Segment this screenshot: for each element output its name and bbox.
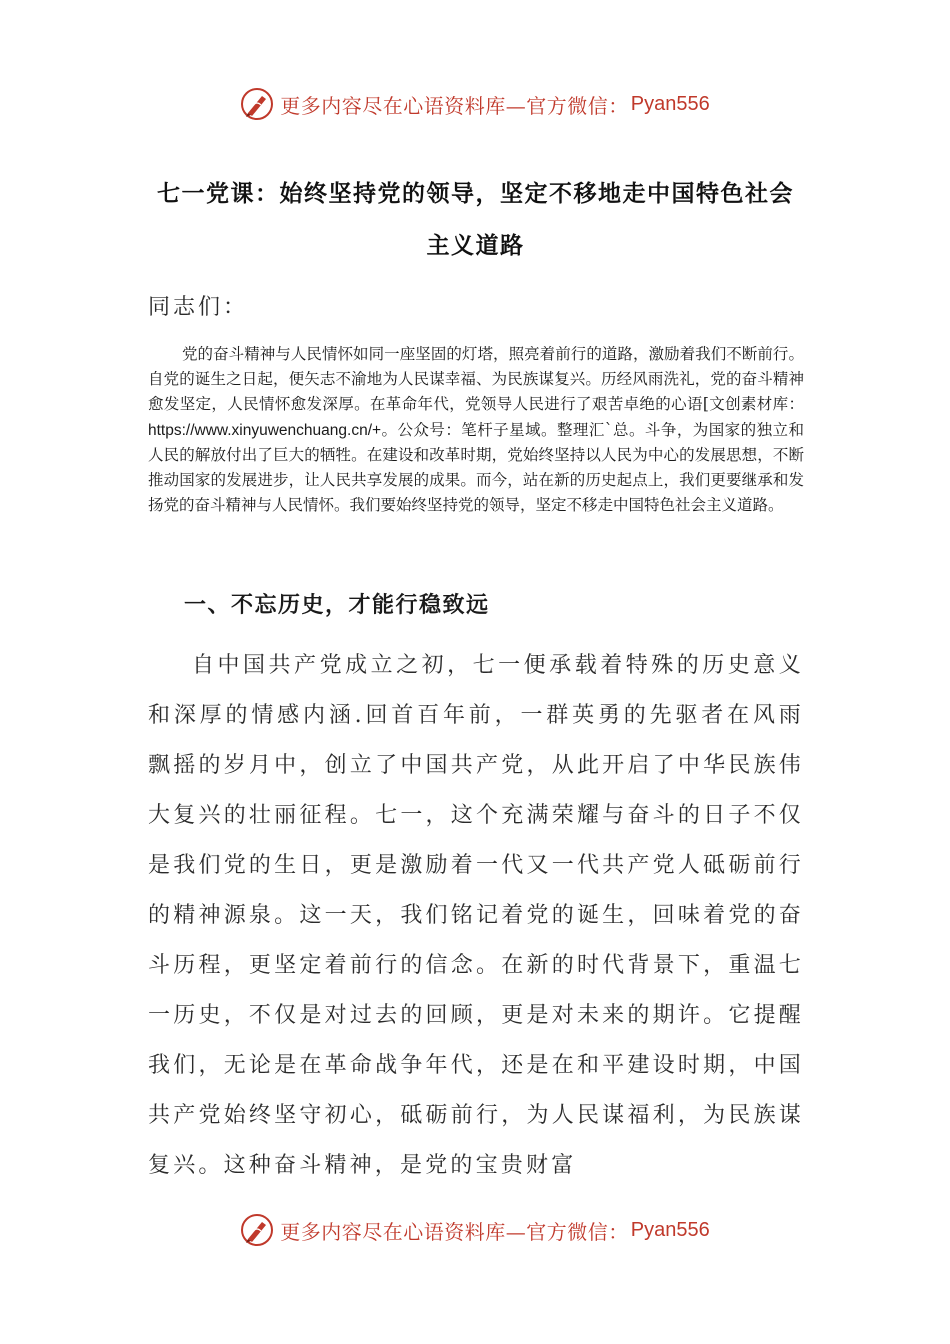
watermark-banner-bottom — [0, 1210, 950, 1250]
watermark-text: 更多内容尽在心语资料库—官方微信： — [280, 1219, 629, 1244]
watermark-text: 更多内容尽在心语资料库—官方微信： — [280, 93, 629, 118]
watermark-wechat-id: Pyan556 — [630, 92, 710, 115]
source-url-text: https://www.xinyuwenchuang.cn/+ — [148, 421, 382, 439]
section-heading: 一、不忘历史，才能行稳致远 — [184, 593, 490, 618]
watermark-banner-top — [0, 84, 950, 124]
pen-logo-icon — [240, 1213, 274, 1247]
body-paragraph: 自中国共产党成立之初，七一便承载着特殊的历史意义和深厚的情感内涵.回首百年前，一群英勇的先驱者在风雨飘摇的岁月中，创立了中国共产党，从此开启了中华民族伟大复兴的壮丽征程。七一，这个充满荣耀与奋斗的日子不仅是我们党的生日，更是激励着一代又一代共产党人砥砺前行的精神源泉。这一天，我们铭记着党的诞生，回味着党的奋斗历程，更坚定着前行的信念。在新的时代背景下，重温七一历史，不仅是对过去的回顾，更是对未来的期许。它提醒我们，无论是在革命战争年代，还是在和平建设时期，中国共产党始终坚守初心，砥砺前行，为人民谋福利，为民族谋复兴。这种奋斗精神，是党的宝贵财富 — [148, 653, 804, 1178]
greeting: 同志们： — [148, 295, 249, 320]
document-title: 七一党课：始终坚持党的领导，坚定不移地走中国特色社会主义道路 — [157, 181, 794, 259]
intro-paragraph — [148, 342, 804, 518]
intro-text-part1: 党的奋斗精神与人民情怀如同一座坚固的灯塔，照亮着前行的道路，激励着我们不断前行。自党的诞生之日起，便矢志不渝地为人民谋幸福、为民族谋复兴。历经风雨洗礼，党的奋斗精神愈发坚定，人民情怀愈发深厚。在革命年代，党领导人民进行了艰苦卓绝的心语[文创素材库： — [148, 345, 804, 414]
intro-text-part2: 。公众号：笔杆子星域。整理汇`总。斗争，为国家的独立和人民的解放付出了巨大的牺牲。在建设和改革时期，党始终坚持以人民为中心的发展思想，不断推动国家的发展进步，让人民共享发展的成果。而今，站在新的历史起点上，我们更要继承和发扬党的奋斗精神与人民情怀。我们要始终坚持党的领导，坚定不移走中国特色社会主义道路。 — [148, 420, 804, 515]
watermark-wechat-id: Pyan556 — [630, 1218, 710, 1241]
pen-logo-icon — [240, 87, 274, 121]
